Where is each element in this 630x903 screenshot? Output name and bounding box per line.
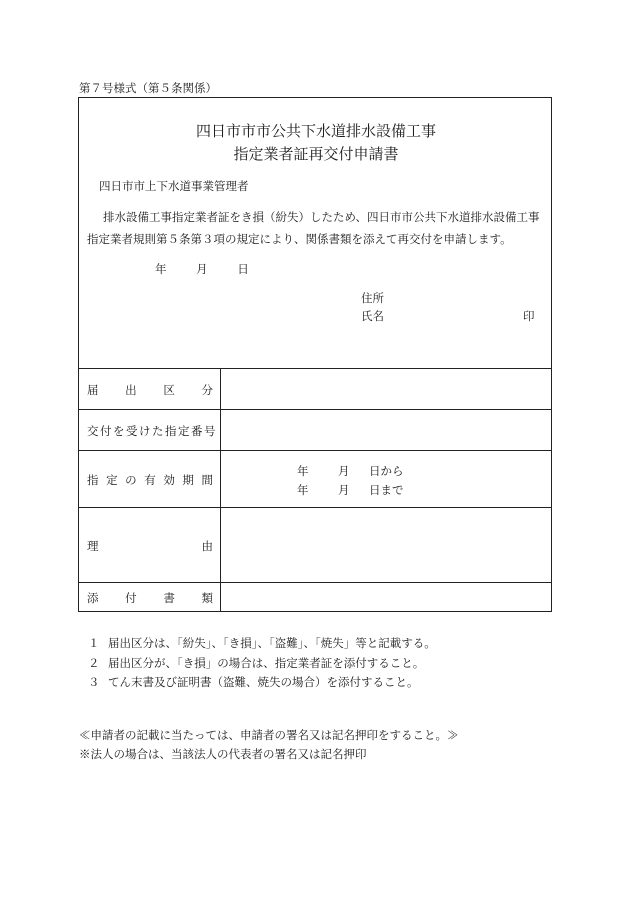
label-char: 定 [106, 473, 118, 487]
application-date[interactable] [155, 261, 275, 277]
validity-from[interactable] [297, 463, 404, 479]
note-number: ２ [88, 655, 100, 670]
label-char: 区 [163, 383, 175, 397]
label-char: 添 [87, 591, 99, 605]
label-char: 有 [144, 473, 156, 487]
label-char: 指 [87, 473, 99, 487]
validity-from-day: 日から [369, 464, 404, 478]
row-label-reason [87, 538, 213, 554]
attachments-field[interactable] [221, 583, 551, 612]
date-month-label: 月 [196, 262, 208, 276]
note-item [88, 654, 436, 674]
form-title-line2: 指定業者証再交付申請書 [233, 145, 399, 163]
form-title-line1: 四日市市市公共下水道排水設備工事 [195, 122, 436, 140]
validity-to[interactable] [297, 482, 404, 498]
row-label-attachments [87, 590, 213, 606]
addressee: 四日市市上下水道事業管理者 [99, 179, 249, 193]
row-label-validity-period [87, 472, 213, 488]
designation-number-field[interactable] [221, 410, 551, 450]
body-text-line1: 排水設備工事指定業者証をき損（紛失）したため、四日市市公共下水道排水設備工事 [103, 210, 540, 224]
signature-remark: ≪申請者の記載に当たっては、申請者の署名又は記名押印をすること。≫ [79, 728, 459, 742]
note-number: １ [88, 636, 100, 650]
row-label-notification-type [87, 382, 213, 398]
label-char: 出 [125, 383, 137, 397]
note-number: ３ [88, 675, 100, 689]
validity-from-month: 月 [338, 464, 350, 478]
applicant-address-label: 住所 [361, 291, 384, 305]
label-char: 書 [163, 591, 175, 605]
application-form-frame [78, 97, 552, 612]
label-char: 期 [182, 473, 194, 487]
notes-list [88, 634, 436, 693]
note-text: てん末書及び証明書（盗難、焼失の場合）を添付すること。 [108, 675, 419, 689]
date-year-label: 年 [155, 262, 167, 276]
body-text-line2: 指定業者規則第５条第３項の規定により、関係書類を添えて再交付を申請します。 [87, 232, 512, 246]
corporation-remark: ※法人の場合は、当該法人の代表者の署名又は記名押印 [79, 747, 367, 761]
reason-field[interactable] [221, 508, 551, 582]
label-char: 類 [201, 591, 213, 605]
date-day-label: 日 [237, 262, 249, 276]
note-item [88, 673, 436, 693]
label-char: 効 [163, 473, 175, 487]
validity-to-day: 日まで [369, 483, 404, 497]
form-number-label: 第７号様式（第５条関係） [79, 81, 217, 95]
validity-from-year: 年 [297, 464, 309, 478]
validity-to-month: 月 [338, 483, 350, 497]
note-text: 届出区分は、「紛失」、「き損」、「盗難」、「焼失」等と記載する。 [108, 636, 436, 650]
label-char: 間 [201, 473, 213, 487]
seal-mark: 印 [523, 309, 535, 323]
notification-type-field[interactable] [221, 369, 551, 409]
label-char: 付 [125, 591, 137, 605]
label-char: 理 [87, 539, 99, 553]
label-char: 分 [201, 383, 213, 397]
row-label-designation-number: 交付を受けた指定番号 [87, 424, 217, 438]
label-char: 由 [201, 539, 213, 553]
applicant-name-label: 氏名 [361, 309, 384, 323]
note-item [88, 634, 436, 654]
label-char: の [125, 473, 137, 487]
table-row-divider [79, 450, 551, 451]
note-text: 届出区分が、「き損」の場合は、指定業者証を添付すること。 [108, 655, 425, 670]
label-char: 届 [87, 383, 99, 397]
validity-to-year: 年 [297, 483, 309, 497]
